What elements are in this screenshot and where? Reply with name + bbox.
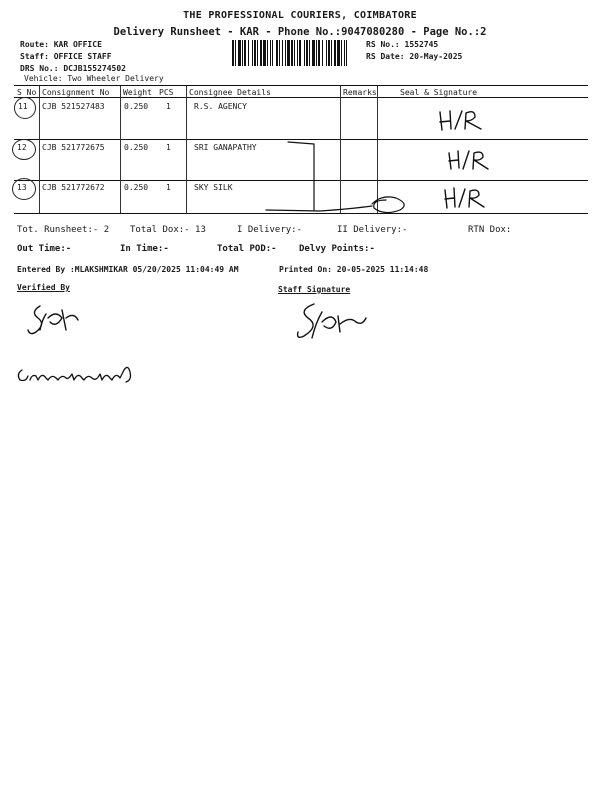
row-sno: 11 (18, 102, 28, 111)
in-time: In Time:- (120, 244, 169, 254)
barcode-bar (328, 40, 330, 66)
out-time: Out Time:- (17, 244, 72, 254)
barcode-bar (270, 40, 271, 66)
col-header-consignee: Consignee Details (189, 88, 271, 97)
barcode-bar (248, 40, 249, 66)
row-consignee: SRI GANAPATHY (194, 143, 257, 152)
column-divider (186, 86, 187, 213)
barcode-bar (316, 40, 317, 66)
tot-runsheet: Tot. Runsheet:- 2 (17, 225, 110, 235)
barcode-bar (331, 40, 332, 66)
pen-scribble-mark (260, 138, 420, 218)
barcode-bar (299, 40, 301, 66)
barcode-bar (312, 40, 315, 66)
total-pod: Total POD:- (217, 244, 277, 254)
staff-label: Staff: OFFICE STAFF (20, 52, 112, 61)
barcode-bar (344, 40, 345, 66)
barcode-bar (263, 40, 266, 66)
row-pcs: 1 (166, 183, 171, 192)
barcode-bar (272, 40, 273, 66)
barcode-bar (242, 40, 243, 66)
barcode-bar (254, 40, 256, 66)
barcode-bar (279, 40, 280, 66)
row-consignment: CJB 521772672 (42, 183, 105, 192)
barcode-bar (309, 40, 310, 66)
rs-number: RS No.: 1552745 (366, 40, 439, 49)
barcode-bar (341, 40, 342, 66)
row-weight: 0.250 (124, 183, 149, 192)
row-consignee: R.S. AGENCY (194, 102, 247, 111)
delvy-points: Delvy Points:- (299, 244, 375, 254)
handwritten-name-signature (14, 360, 138, 388)
row-consignment: CJB 521527483 (42, 102, 105, 111)
col-header-weight: Weight (123, 88, 152, 97)
barcode-bar (257, 40, 258, 66)
barcode-bar (304, 40, 305, 66)
barcode-bar (287, 40, 290, 66)
entered-by: Entered By :MLAKSHMIKAR 05/20/2025 11:04:49 AM (17, 265, 239, 274)
barcode-bar (238, 40, 241, 66)
col-header-sno: S No (17, 88, 37, 97)
barcode-bar (322, 40, 323, 66)
vehicle-label: Vehicle: Two Wheeler Delivery (24, 74, 164, 83)
verified-by-label: Verified By (17, 283, 70, 292)
route-label: Route: KAR OFFICE (20, 40, 102, 49)
barcode-bar (294, 40, 295, 66)
row-pcs: 1 (166, 102, 171, 111)
seal-signature-handwritten (446, 148, 492, 172)
barcode-image (232, 40, 350, 66)
col-header-seal: Seal & Signature (400, 88, 478, 97)
ii-delivery: II Delivery:- (337, 225, 408, 235)
col-header-consignment: Consignment No (42, 88, 110, 97)
i-delivery: I Delivery:- (237, 225, 303, 235)
barcode-bar (334, 40, 336, 66)
total-dox: Total Dox:- 13 (130, 225, 206, 235)
printed-on: Printed On: 20-05-2025 11:14:48 (279, 265, 429, 274)
barcode-bar (337, 40, 340, 66)
barcode-bar (346, 40, 347, 66)
runsheet-title: Delivery Runsheet - KAR - Phone No.:9047080280 - Page No.:2 (113, 26, 487, 38)
company-name: THE PROFESSIONAL COURIERS, COIMBATORE (183, 10, 417, 21)
barcode-bar (291, 40, 293, 66)
barcode-bar (232, 40, 234, 66)
row-pcs: 1 (166, 143, 171, 152)
drs-number: DRS No.: DCJB155274502 (20, 64, 126, 73)
table-top-rule (14, 85, 588, 86)
staff-signature-label: Staff Signature (278, 285, 351, 294)
row-weight: 0.250 (124, 102, 149, 111)
verifier-signature (26, 300, 84, 340)
barcode-bar (276, 40, 278, 66)
col-header-pcs: PCS (159, 88, 174, 97)
barcode-bar (318, 40, 320, 66)
staff-signature (292, 298, 370, 346)
barcode-bar (297, 40, 298, 66)
barcode-bar (285, 40, 286, 66)
row-sno: 13 (17, 183, 27, 192)
col-header-remarks: Remarks (343, 88, 377, 97)
barcode-bar (260, 40, 262, 66)
barcode-bar (252, 40, 253, 66)
rtn-dox: RTN Dox: (468, 225, 512, 235)
barcode-bar (306, 40, 308, 66)
barcode-bar (326, 40, 327, 66)
rs-date: RS Date: 20-May-2025 (366, 52, 463, 61)
barcode-bar (282, 40, 283, 66)
column-divider (39, 86, 40, 213)
barcode-bar (267, 40, 268, 66)
barcode-bar (235, 40, 236, 66)
row-sno: 12 (17, 143, 27, 152)
row-weight: 0.250 (124, 143, 149, 152)
row-consignee: SKY SILK (194, 183, 233, 192)
barcode-bar (244, 40, 246, 66)
seal-signature-handwritten (437, 107, 485, 133)
seal-signature-handwritten (442, 185, 488, 211)
column-divider (120, 86, 121, 213)
row-consignment: CJB 521772675 (42, 143, 105, 152)
header-bottom-rule (14, 97, 588, 98)
